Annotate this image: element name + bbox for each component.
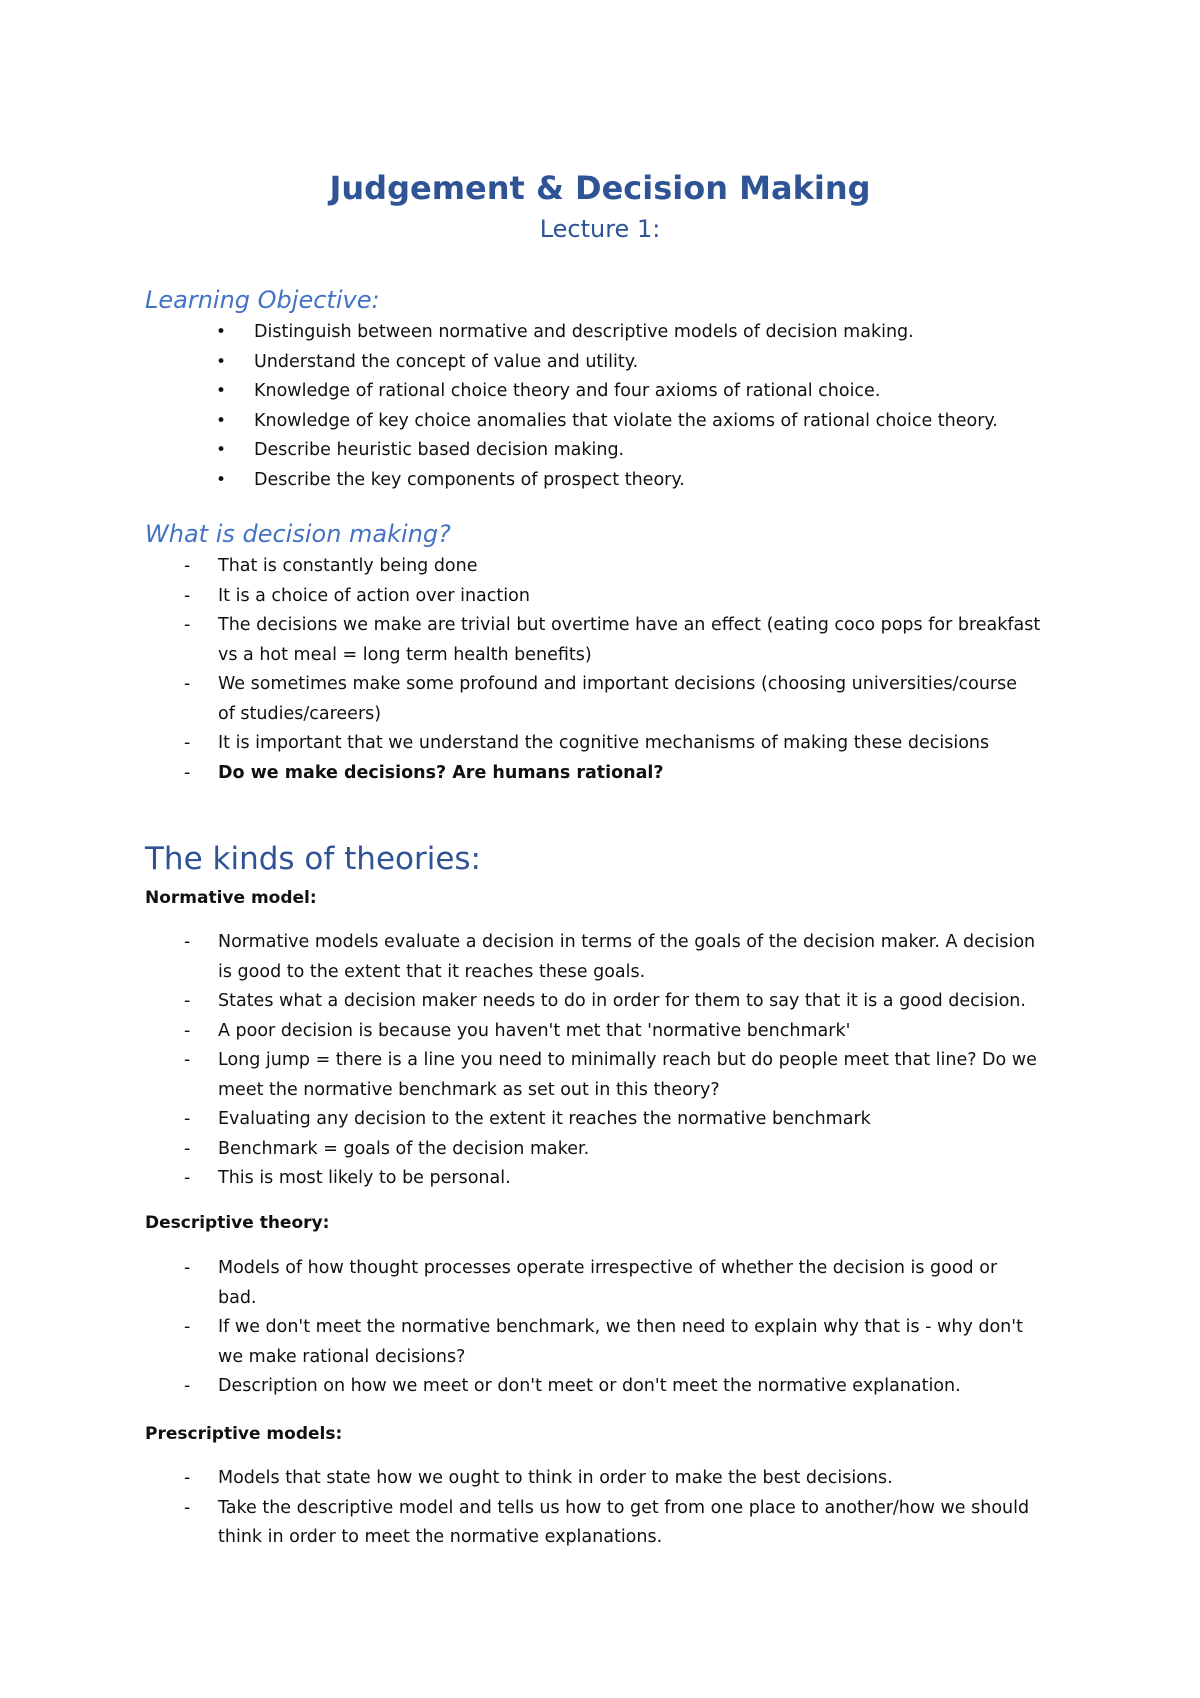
list-item: • Knowledge of key choice anomalies that violate the axioms of rational choice theory.: [0, 407, 998, 437]
kinds-of-theories-heading: The kinds of theories:: [145, 841, 482, 877]
dash-icon: -: [184, 615, 191, 635]
dash-icon: -: [184, 1258, 191, 1278]
bullet-icon: •: [216, 381, 227, 401]
descriptive-list: [0, 1254, 1023, 1402]
list-item: - That is constantly being done: [0, 552, 1040, 582]
prescriptive-list: [0, 1464, 1029, 1553]
normative-list: [0, 928, 1037, 1194]
dash-icon: -: [184, 1468, 191, 1488]
list-item: • Knowledge of rational choice theory and four axioms of rational choice.: [0, 377, 998, 407]
list-item-continuation: bad.: [218, 1287, 257, 1308]
dash-icon: -: [184, 932, 191, 952]
what-is-decision-making-heading: What is decision making?: [145, 520, 451, 548]
dash-icon: -: [184, 733, 191, 753]
document-subtitle: Lecture 1:: [539, 215, 661, 243]
list-item: • Understand the concept of value and utility.: [0, 348, 998, 378]
dash-icon: -: [184, 1497, 191, 1518]
list-item-continuation: we make rational decisions?: [218, 1346, 466, 1367]
dash-icon: -: [184, 674, 191, 694]
list-item: • Describe heuristic based decision making.: [0, 436, 998, 466]
list-item: • Describe the key components of prospect theory.: [0, 466, 998, 496]
dash-icon: -: [184, 991, 191, 1011]
dash-icon: -: [184, 1109, 191, 1129]
list-item: - Benchmark = goals of the decision maker.: [0, 1135, 1037, 1165]
descriptive-theory-heading: Descriptive theory:: [145, 1213, 330, 1233]
list-item-continuation: meet the normative benchmark as set out in this theory?: [218, 1079, 720, 1100]
bullet-icon: •: [216, 410, 227, 431]
normative-model-heading: Normative model:: [145, 888, 317, 908]
list-item-continuation: think in order to meet the normative explanations.: [218, 1527, 663, 1547]
list-item: - Evaluating any decision to the extent it reaches the normative benchmark: [0, 1105, 1037, 1135]
list-item: - It is important that we understand the cognitive mechanisms of making these decisions: [0, 729, 1040, 759]
dash-icon: -: [184, 1050, 191, 1070]
learning-objective-list: [0, 318, 998, 495]
list-item: - Long jump = there is a line you need to minimally reach but do people meet that line? Do we: [0, 1046, 1037, 1076]
list-item: - It is a choice of action over inaction: [0, 582, 1040, 612]
dash-icon: -: [184, 1168, 191, 1188]
list-item: - The decisions we make are trivial but overtime have an effect (eating coco pops for breakfast: [0, 611, 1040, 641]
document-title: Judgement & Decision Making: [329, 169, 871, 207]
dash-icon: -: [184, 1376, 191, 1396]
dash-icon: -: [184, 556, 191, 576]
list-item: - Models that state how we ought to think in order to make the best decisions.: [0, 1464, 1029, 1494]
list-item-continuation: of studies/careers): [218, 703, 382, 724]
list-item: - States what a decision maker needs to do in order for them to say that it is a good decision.: [0, 987, 1037, 1017]
list-item-continuation: vs a hot meal = long term health benefits): [218, 644, 592, 665]
dash-icon: -: [184, 585, 191, 606]
list-item: - Normative models evaluate a decision in terms of the goals of the decision maker. A decision: [0, 928, 1037, 958]
dash-icon: -: [184, 762, 191, 783]
dash-icon: -: [184, 1020, 191, 1041]
list-item: - Take the descriptive model and tells us how to get from one place to another/how we should: [0, 1494, 1029, 1524]
bullet-icon: •: [216, 440, 227, 460]
list-item: - This is most likely to be personal.: [0, 1164, 1037, 1194]
list-item: - Description on how we meet or don't meet or don't meet the normative explanation.: [0, 1372, 1023, 1402]
list-item: - We sometimes make some profound and important decisions (choosing universities/course: [0, 670, 1040, 700]
list-item: • Distinguish between normative and descriptive models of decision making.: [0, 318, 998, 348]
list-item: - Models of how thought processes operate irrespective of whether the decision is good or: [0, 1254, 1023, 1284]
bullet-icon: •: [216, 322, 227, 342]
what-is-list: [0, 552, 1040, 788]
bullet-icon: •: [216, 469, 227, 490]
bullet-icon: •: [216, 351, 227, 372]
learning-objective-heading: Learning Objective:: [145, 286, 380, 314]
dash-icon: -: [184, 1138, 191, 1159]
list-item-continuation: is good to the extent that it reaches these goals.: [218, 961, 646, 982]
prescriptive-models-heading: Prescriptive models:: [145, 1424, 343, 1444]
dash-icon: -: [184, 1317, 191, 1337]
list-item: - If we don't meet the normative benchmark, we then need to explain why that is - why don't: [0, 1313, 1023, 1343]
list-item: - A poor decision is because you haven't met that 'normative benchmark': [0, 1017, 1037, 1047]
list-item: - Do we make decisions? Are humans rational?: [0, 759, 1040, 789]
